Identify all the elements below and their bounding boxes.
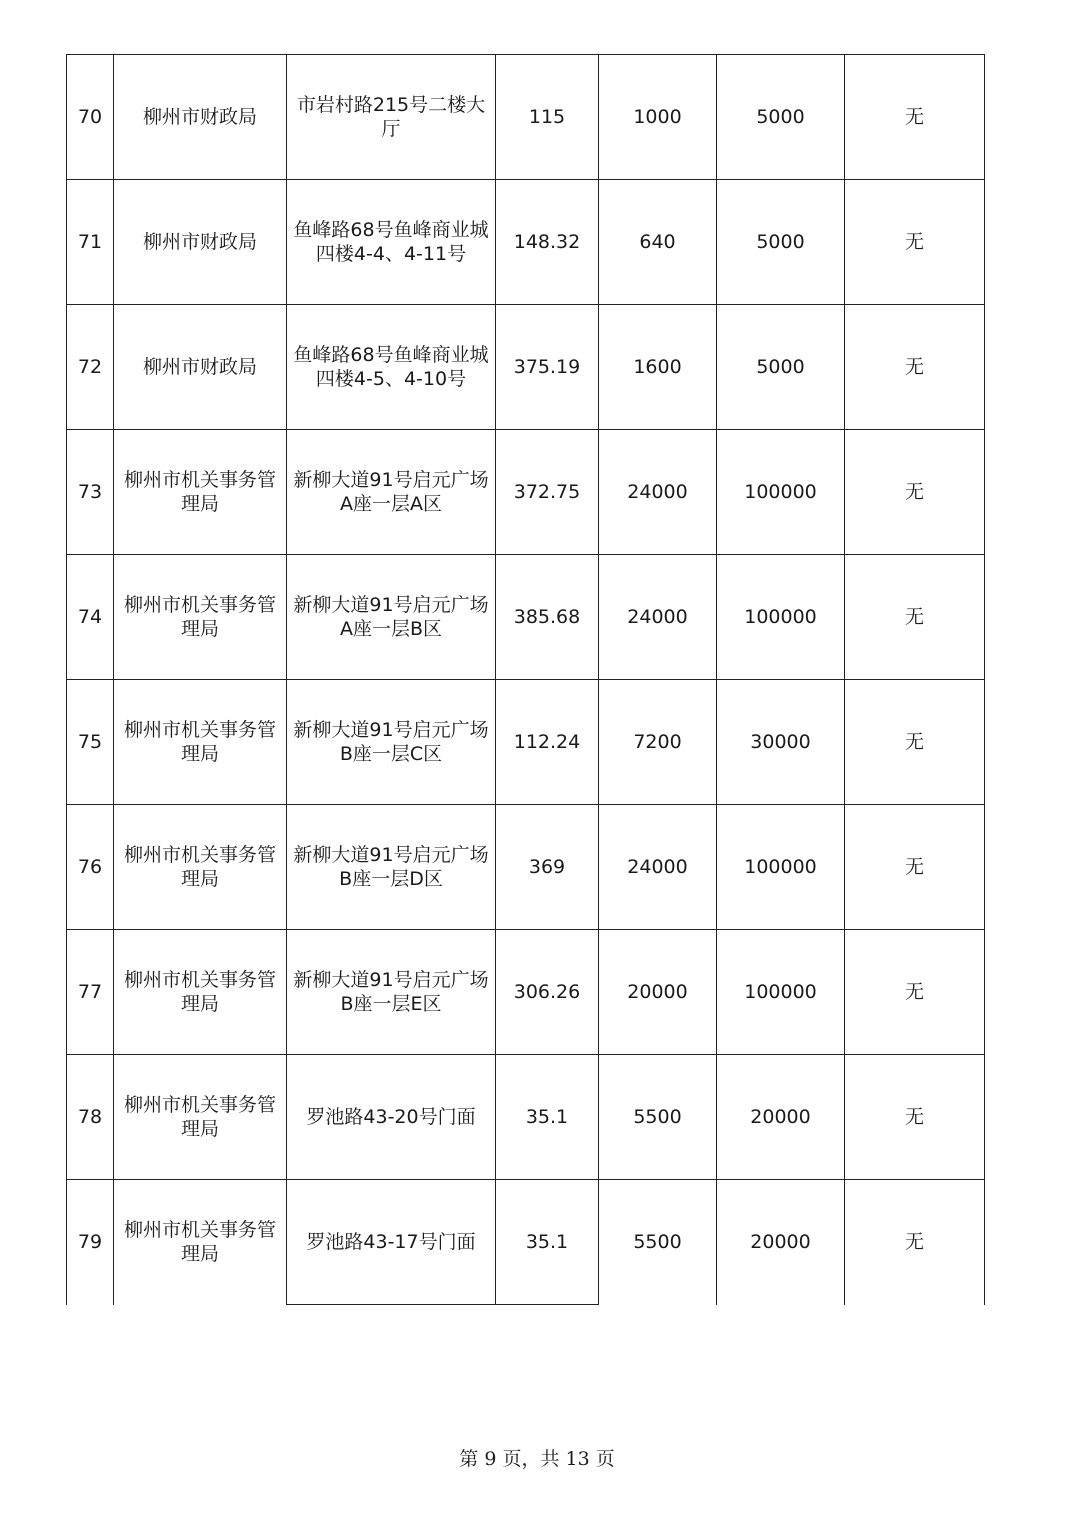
cell-deposit: 100000 [717,430,845,555]
table-row [67,680,985,805]
table-row [67,430,985,555]
cell-address: 鱼峰路68号鱼峰商业城四楼4-5、4-10号 [287,305,496,430]
property-table [66,54,985,1305]
cell-index: 75 [67,680,114,805]
table-row [67,1180,985,1305]
cell-rent: 5500 [599,1180,717,1305]
cell-area: 112.24 [496,680,599,805]
cell-rent: 24000 [599,555,717,680]
cell-deposit: 100000 [717,805,845,930]
cell-organization: 柳州市机关事务管理局 [114,805,287,930]
cell-rent: 5500 [599,1055,717,1180]
cell-address: 市岩村路215号二楼大厅 [287,55,496,180]
cell-rent: 7200 [599,680,717,805]
cell-note: 无 [845,180,985,305]
cell-address: 新柳大道91号启元广场B座一层C区 [287,680,496,805]
cell-area: 372.75 [496,430,599,555]
table-row [67,1055,985,1180]
cell-deposit: 5000 [717,305,845,430]
cell-address: 罗池路43-20号门面 [287,1055,496,1180]
cell-address: 鱼峰路68号鱼峰商业城四楼4-4、4-11号 [287,180,496,305]
cell-index: 76 [67,805,114,930]
table-row [67,305,985,430]
cell-deposit: 30000 [717,680,845,805]
cell-index: 73 [67,430,114,555]
cell-note: 无 [845,55,985,180]
cell-organization: 柳州市财政局 [114,180,287,305]
cell-index: 74 [67,555,114,680]
cell-address: 罗池路43-17号门面 [287,1180,496,1305]
cell-deposit: 100000 [717,555,845,680]
cell-area: 35.1 [496,1180,599,1305]
cell-organization: 柳州市机关事务管理局 [114,555,287,680]
cell-deposit: 5000 [717,55,845,180]
cell-note: 无 [845,805,985,930]
cell-note: 无 [845,1055,985,1180]
cell-organization: 柳州市机关事务管理局 [114,1055,287,1180]
cell-organization: 柳州市机关事务管理局 [114,1180,287,1305]
cell-index: 77 [67,930,114,1055]
cell-address: 新柳大道91号启元广场B座一层E区 [287,930,496,1055]
cell-note: 无 [845,555,985,680]
page-footer: 第 9 页，共 13 页 [459,1448,615,1470]
cell-index: 71 [67,180,114,305]
cell-organization: 柳州市财政局 [114,305,287,430]
table-row [67,805,985,930]
cell-area: 148.32 [496,180,599,305]
cell-deposit: 100000 [717,930,845,1055]
cell-note: 无 [845,430,985,555]
cell-index: 78 [67,1055,114,1180]
cell-note: 无 [845,305,985,430]
cell-address: 新柳大道91号启元广场B座一层D区 [287,805,496,930]
cell-deposit: 5000 [717,180,845,305]
cell-area: 369 [496,805,599,930]
cell-organization: 柳州市机关事务管理局 [114,930,287,1055]
cell-rent: 640 [599,180,717,305]
cell-deposit: 20000 [717,1055,845,1180]
cell-rent: 1000 [599,55,717,180]
cell-rent: 24000 [599,430,717,555]
cell-index: 72 [67,305,114,430]
cell-organization: 柳州市财政局 [114,55,287,180]
cell-address: 新柳大道91号启元广场A座一层A区 [287,430,496,555]
table-row [67,180,985,305]
table-row [67,555,985,680]
cell-area: 375.19 [496,305,599,430]
cell-index: 79 [67,1180,114,1305]
cell-note: 无 [845,1180,985,1305]
cell-deposit: 20000 [717,1180,845,1305]
cell-index: 70 [67,55,114,180]
cell-rent: 1600 [599,305,717,430]
cell-area: 306.26 [496,930,599,1055]
cell-organization: 柳州市机关事务管理局 [114,430,287,555]
cell-area: 35.1 [496,1055,599,1180]
cell-rent: 24000 [599,805,717,930]
cell-area: 115 [496,55,599,180]
cell-rent: 20000 [599,930,717,1055]
table-row [67,930,985,1055]
property-table-body [67,55,985,1305]
cell-note: 无 [845,680,985,805]
cell-address: 新柳大道91号启元广场A座一层B区 [287,555,496,680]
cell-note: 无 [845,930,985,1055]
cell-organization: 柳州市机关事务管理局 [114,680,287,805]
cell-area: 385.68 [496,555,599,680]
table-row [67,55,985,180]
